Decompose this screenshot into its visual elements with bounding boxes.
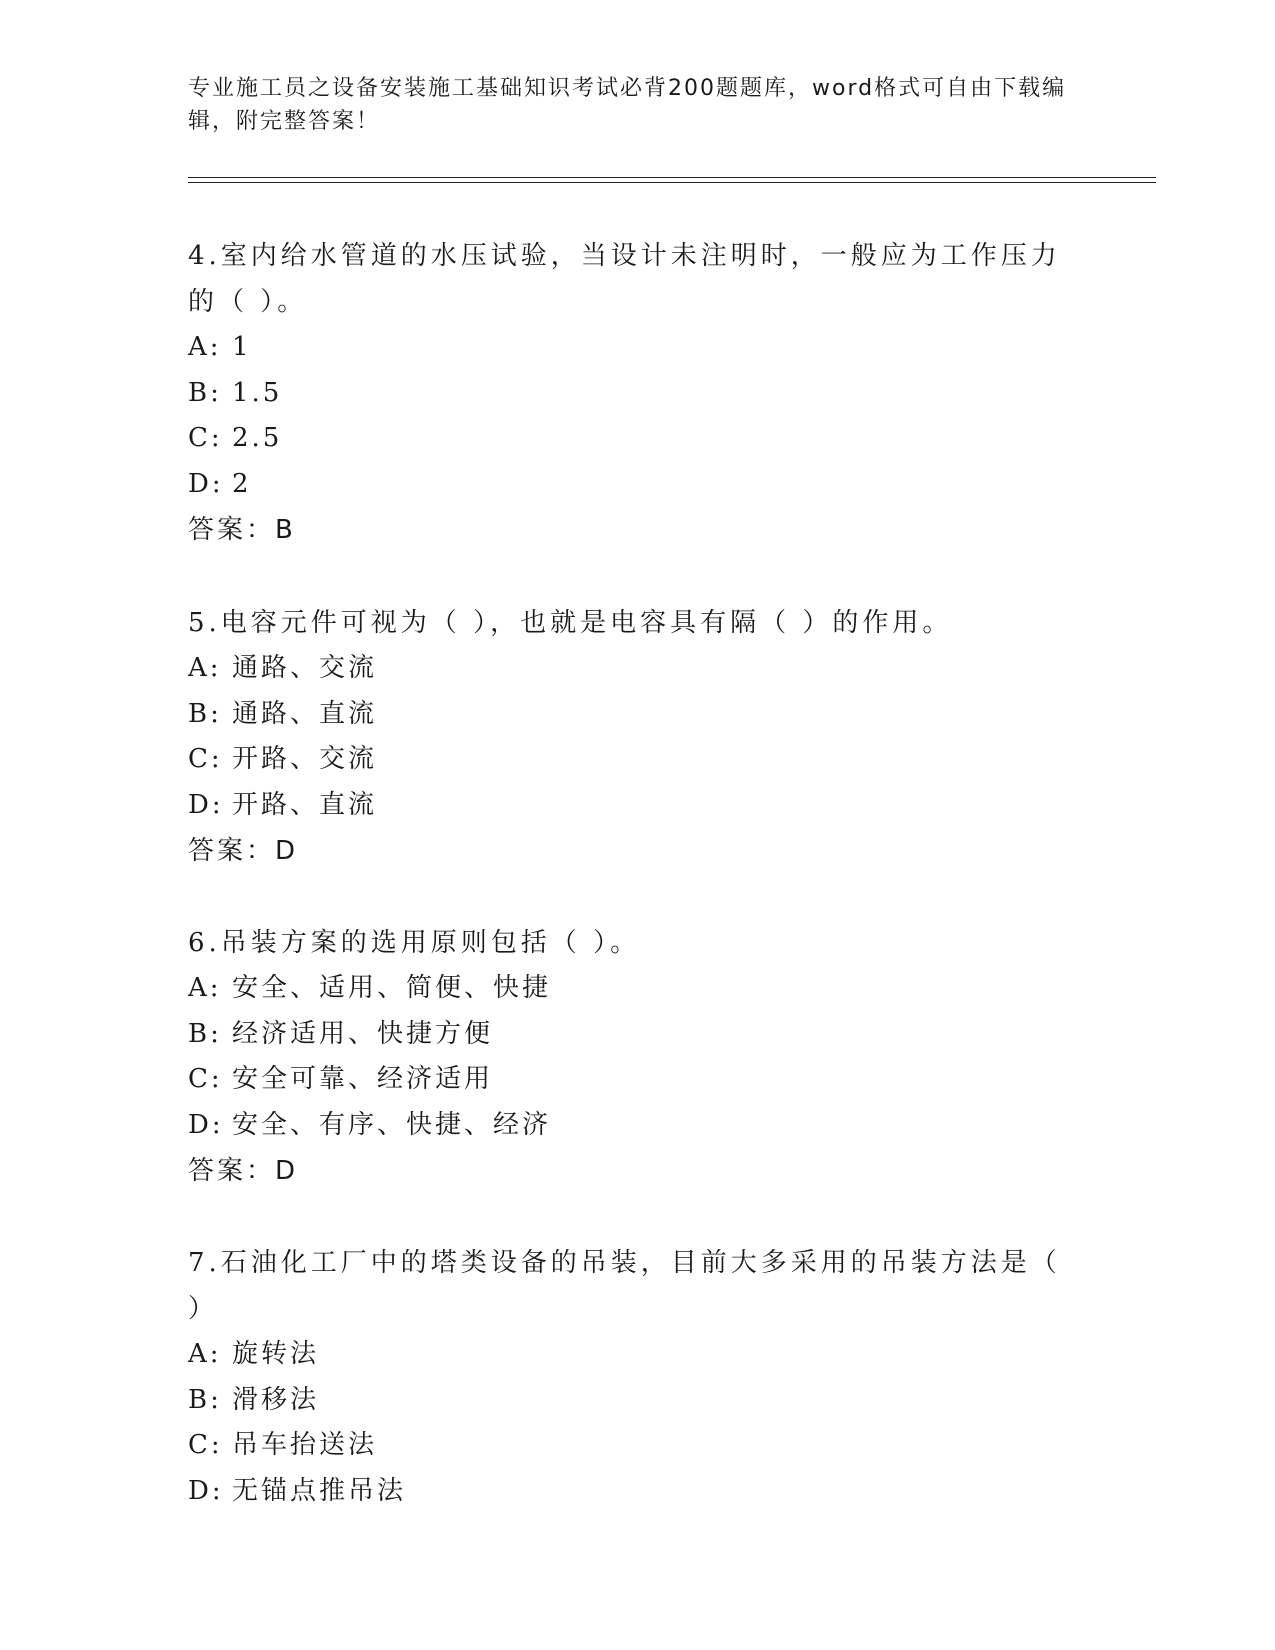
question-6 [188, 920, 1088, 1194]
option-text: 安全可靠、经济适用 [232, 1064, 494, 1094]
option-letter: A: [188, 332, 222, 362]
option-text: 旋转法 [232, 1339, 320, 1369]
option-d [188, 1469, 1088, 1515]
option-b [188, 692, 1088, 738]
option-a [188, 646, 1088, 692]
option-text: 吊车抬送法 [232, 1430, 378, 1460]
option-text: 通路、直流 [232, 698, 378, 729]
option-text: 开路、直流 [232, 789, 378, 820]
option-letter: D: [188, 1475, 224, 1506]
option-text: 开路、交流 [232, 744, 378, 774]
answer-line: 答案：D [188, 836, 299, 866]
option-d [188, 1103, 1088, 1149]
option-letter: D: [188, 1109, 224, 1140]
question-stem: 4.室内给水管道的水压试验，当设计未注明时，一般应为工作压力的（ ）。 [188, 241, 1061, 317]
answer-line: 答案：D [188, 1156, 299, 1186]
option-letter: B: [188, 698, 222, 729]
option-letter: D: [188, 468, 224, 499]
option-b [188, 1012, 1088, 1058]
question-5 [188, 600, 1088, 874]
option-d [188, 783, 1088, 829]
option-text: 2 [232, 468, 252, 499]
option-c [188, 737, 1088, 783]
option-c [188, 416, 1088, 462]
option-a [188, 1332, 1088, 1378]
option-letter: B: [188, 1384, 222, 1415]
option-letter: C: [188, 1064, 223, 1094]
option-text: 经济适用、快捷方便 [232, 1018, 494, 1049]
header-divider-bottom [188, 182, 1156, 183]
option-text: 安全、适用、简便、快捷 [232, 973, 552, 1003]
option-letter: C: [188, 1430, 223, 1460]
question-stem: 5.电容元件可视为（ ），也就是电容具有隔（ ）的作用。 [188, 608, 953, 638]
question-stem: 6.吊装方案的选用原则包括（ ）。 [188, 928, 641, 958]
option-b [188, 371, 1088, 417]
option-letter: B: [188, 1018, 222, 1049]
option-letter: C: [188, 423, 223, 453]
header-divider-top [188, 177, 1156, 178]
answer-line: 答案：B [188, 515, 296, 545]
option-d [188, 462, 1088, 508]
question-stem: 7.石油化工厂中的塔类设备的吊装，目前大多采用的吊装方法是（ ） [188, 1248, 1061, 1324]
option-letter: C: [188, 744, 223, 774]
option-text: 无锚点推吊法 [232, 1475, 407, 1506]
option-text: 通路、交流 [232, 653, 378, 683]
option-b [188, 1378, 1088, 1424]
option-a [188, 966, 1088, 1012]
option-letter: A: [188, 973, 222, 1003]
option-letter: D: [188, 789, 224, 820]
option-letter: B: [188, 377, 222, 408]
option-letter: A: [188, 1339, 222, 1369]
option-c [188, 1057, 1088, 1103]
option-text: 1 [232, 332, 252, 362]
option-a [188, 325, 1088, 371]
option-text: 安全、有序、快捷、经济 [232, 1109, 552, 1140]
option-text: 1.5 [232, 377, 283, 408]
option-c [188, 1423, 1088, 1469]
option-text: 2.5 [232, 423, 283, 453]
question-7 [188, 1240, 1088, 1514]
document-header: 专业施工员之设备安装施工基础知识考试必背200题题库，word格式可自由下载编辑，附完整答案！ [188, 76, 1067, 134]
option-text: 滑移法 [232, 1384, 320, 1415]
question-4 [188, 233, 1088, 553]
option-letter: A: [188, 653, 222, 683]
